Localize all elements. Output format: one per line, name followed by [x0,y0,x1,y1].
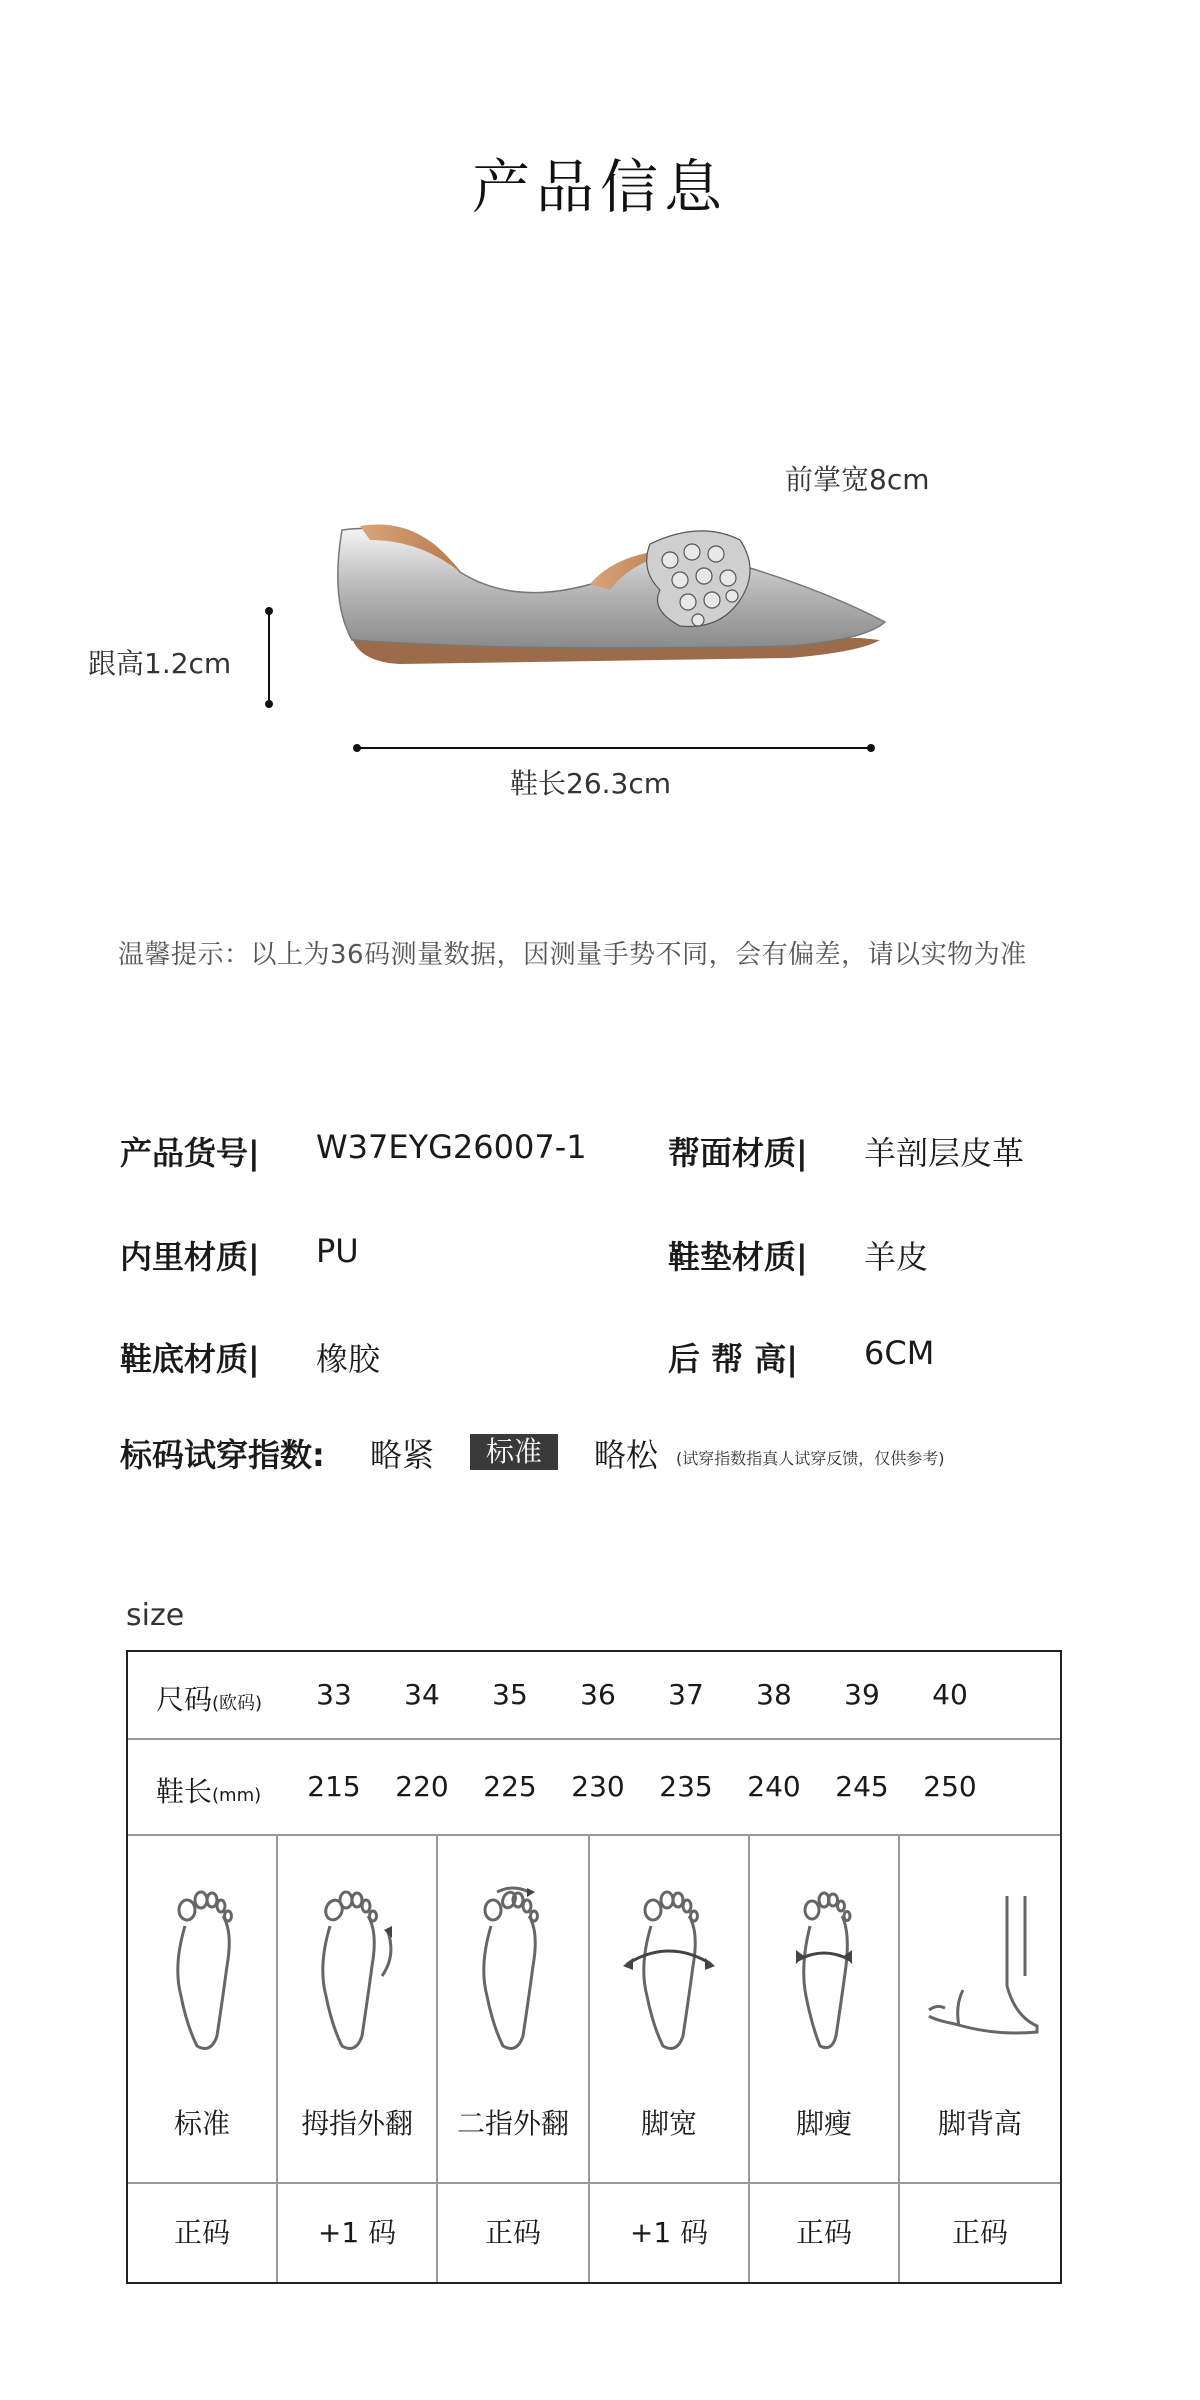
foot-type-name: 脚宽 [640,2107,697,2140]
foot-type-cell [590,1836,748,2184]
heel-height-label: 跟高1.2cm [88,647,232,680]
fit-index-title: 标码试穿指数: [120,1436,325,1474]
standard-foot-icon [167,1886,237,2056]
length-cell: 235 [659,1770,713,1803]
shoe-length-label: 鞋长26.3cm [510,767,672,800]
spec-label: 后 帮 高| [668,1340,798,1378]
fit-option-tight: 略紧 [370,1436,435,1474]
length-line-right-dot [867,744,875,752]
fit-advice-row [128,2184,1060,2282]
fit-advice-cell: +1 码 [317,2216,397,2249]
length-cell: 245 [835,1770,889,1803]
length-cell: 250 [923,1770,977,1803]
bunion-foot-icon [312,1886,402,2056]
spec-row [120,1128,1080,1172]
fit-advice-cell: 正码 [173,2216,230,2249]
spec-value: PU [316,1232,359,1270]
spec-label: 鞋底材质| [120,1340,260,1378]
foot-type-name: 标准 [173,2107,230,2140]
size-cell: 39 [844,1678,880,1711]
size-cell: 35 [492,1678,528,1711]
foot-type-name: 脚瘦 [795,2107,852,2140]
wide-foot-icon [619,1886,719,2056]
length-cell: 240 [747,1770,801,1803]
fit-index-note: (试穿指数指真人试穿反馈，仅供参考) [676,1449,945,1468]
size-section-label: size [126,1598,185,1633]
foot-type-cell [438,1836,588,2184]
spec-label: 产品货号| [120,1134,260,1172]
foot-type-name: 二指外翻 [456,2107,569,2140]
size-row-label-text: 尺码 [156,1683,213,1716]
foot-type-cell [128,1836,276,2184]
spec-value: 羊剖层皮革 [864,1134,1025,1172]
length-row-unit: (mm) [212,1785,262,1806]
spec-value: 橡胶 [316,1340,381,1378]
spec-label: 鞋垫材质| [668,1238,808,1276]
foot-type-name: 脚背高 [937,2107,1022,2140]
shoe-image [320,480,900,700]
measurement-tip: 温馨提示：以上为36码测量数据，因测量手势不同，会有偏差，请以实物为准 [118,940,1027,970]
foot-type-cell [278,1836,436,2184]
forefoot-width-label: 前掌宽8cm [785,463,930,496]
size-cell: 33 [316,1678,352,1711]
size-table [126,1650,1062,2284]
spec-row [120,1232,1080,1276]
length-row-label [156,1770,261,1810]
heel-line-top-dot [265,607,273,615]
page-title: 产品信息 [471,153,728,221]
high-instep-foot-icon [915,1886,1045,2056]
heel-height-line [268,612,270,704]
size-row-label [156,1678,262,1718]
spec-value: 羊皮 [864,1238,929,1276]
fit-advice-cell: 正码 [951,2216,1008,2249]
foot-type-cell [750,1836,898,2184]
size-cell: 34 [404,1678,440,1711]
foot-type-row [128,1836,1060,2184]
fit-advice-cell: +1 码 [629,2216,709,2249]
size-cell: 40 [932,1678,968,1711]
size-row [128,1652,1060,1740]
second-toe-foot-icon [473,1886,553,2056]
fit-option-standard: 标准 [470,1434,558,1470]
foot-type-name: 拇指外翻 [300,2107,413,2140]
spec-row [120,1334,1080,1378]
fit-index-row [120,1430,1100,1480]
spec-label: 帮面材质| [668,1134,808,1172]
length-line-left-dot [353,744,361,752]
length-cell: 215 [307,1770,361,1803]
spec-value: W37EYG26007-1 [316,1128,587,1166]
length-row-label-text: 鞋长 [156,1775,213,1808]
spec-label: 内里材质| [120,1238,260,1276]
heel-line-bottom-dot [265,700,273,708]
shoe-length-line [357,747,871,749]
narrow-foot-icon [784,1886,864,2056]
size-cell: 36 [580,1678,616,1711]
size-cell: 37 [668,1678,704,1711]
length-cell: 225 [483,1770,537,1803]
size-cell: 38 [756,1678,792,1711]
length-row [128,1740,1060,1836]
length-cell: 230 [571,1770,625,1803]
spec-value: 6CM [864,1334,935,1372]
fit-option-loose: 略松 [594,1436,659,1474]
length-cell: 220 [395,1770,449,1803]
size-row-unit: (欧码) [212,1693,263,1714]
fit-advice-cell: 正码 [795,2216,852,2249]
fit-advice-cell: 正码 [484,2216,541,2249]
foot-type-cell [900,1836,1060,2184]
